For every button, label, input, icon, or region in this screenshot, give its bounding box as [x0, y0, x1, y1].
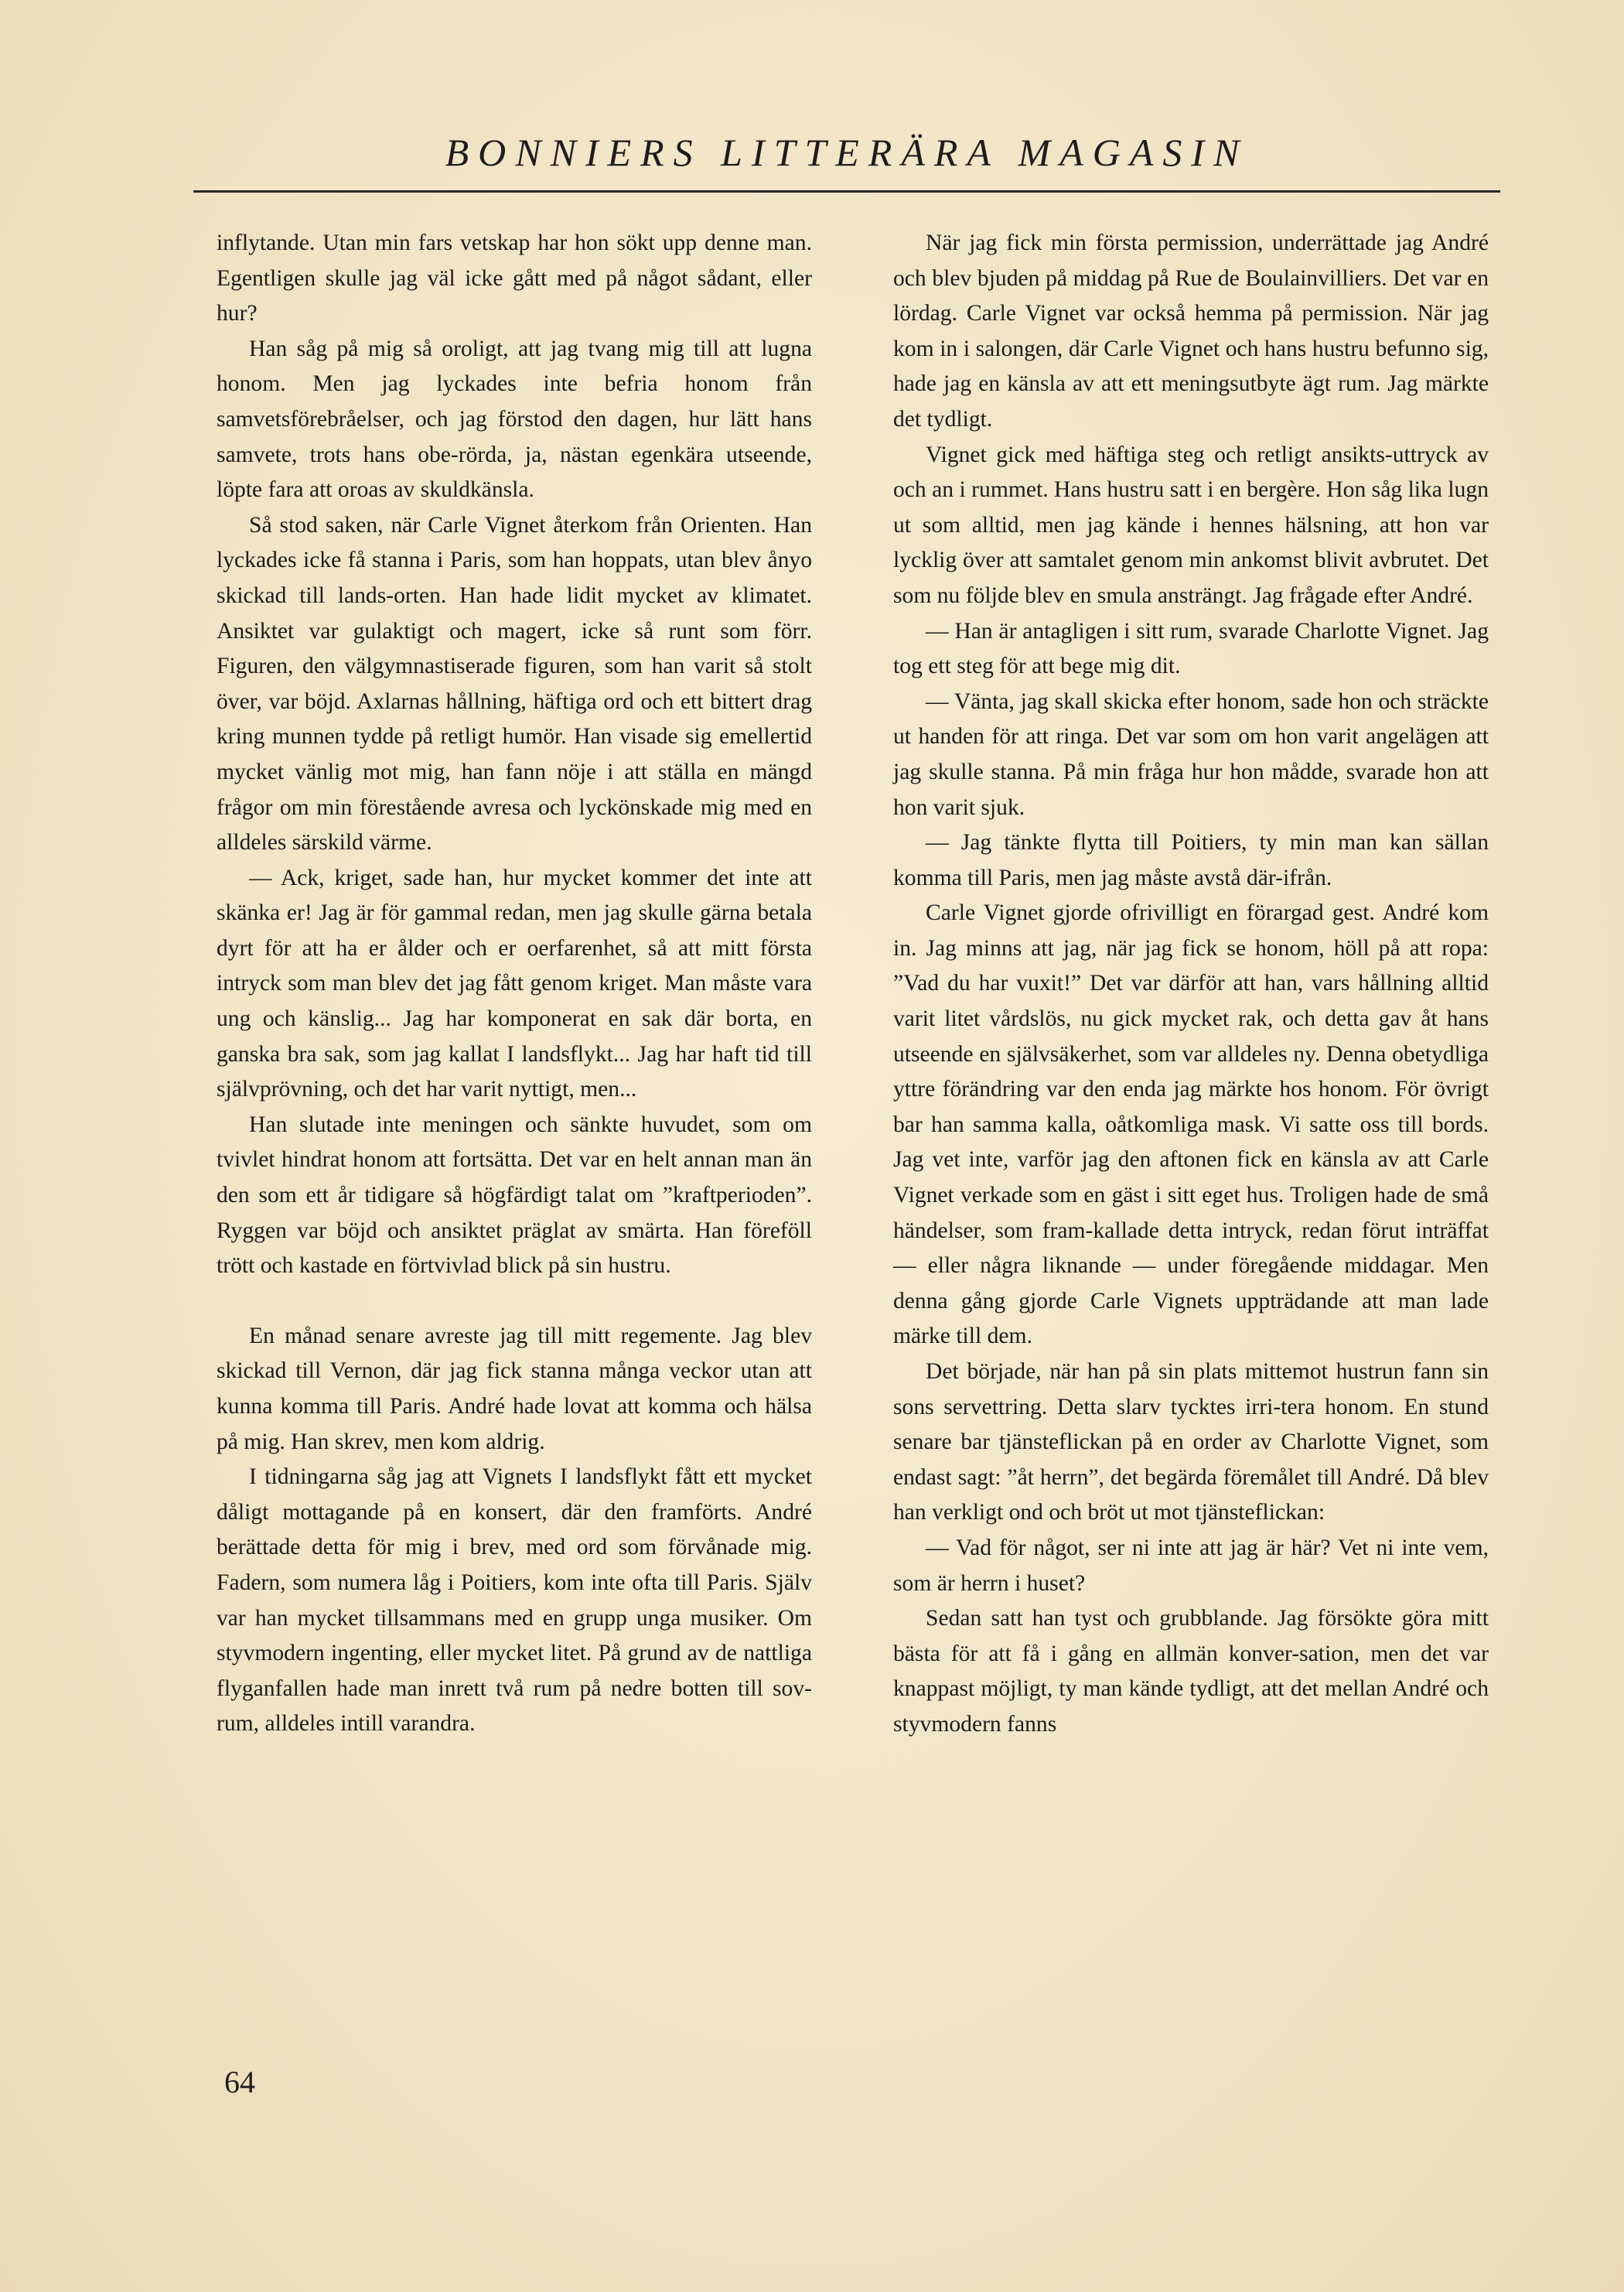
- magazine-title: BONNIERS LITTERÄRA MAGASIN: [445, 131, 1249, 174]
- paragraph: Det började, när han på sin plats mittemot hustrun fann sin sons servettring. Detta slarv tycktes irri-tera honom. En stund senare bar tjänsteflickan på en order av Charlotte Vignet, som endast sagt: ”åt herrn”, det begärda föremålet till André. Då blev han verkligt ond och bröt ut mot tjänsteflickan:: [893, 1359, 1489, 1525]
- paragraph: En månad senare avreste jag till mitt regemente. Jag blev skickad till Vernon, där jag fick stanna många veckor utan att kunna komma till Paris. André hade lovat att komma och hälsa på mig. Han skrev, men kom aldrig.: [217, 1323, 812, 1454]
- paragraph: Så stod saken, när Carle Vignet återkom från Orienten. Han lyckades icke få stanna i Paris, som han hoppats, utan blev ånyo skickad till lands-orten. Han hade lidit mycket av klimatet. Ansiktet var gulaktigt och magert, icke så runt som förr. Figuren, den välgymnastiserade figuren, som han varit så stolt över, var böjd. Axlarnas hållning, häftiga ord och ett bittert drag kring munnen tydde på retligt humör. Han visade sig emellertid mycket vänlig mot mig, han fann nöje i att ställa en mängd frågor om min förestående avresa och lyckönskade mig med en alldeles särskild värme.: [217, 512, 812, 856]
- paragraph: När jag fick min första permission, underrättade jag André och blev bjuden på middag på Rue de Boulainvilliers. Det var en lördag. Carle Vignet var också hemma på permission. När jag kom in i salongen, där Carle Vignet och hans hustru befunno sig, hade jag en känsla av att ett meningsutbyte ägt rum. Jag märkte det tydligt.: [893, 231, 1489, 432]
- paragraph: — Han är antagligen i sitt rum, svarade Charlotte Vignet. Jag tog ett steg för att bege mig dit.: [893, 618, 1489, 679]
- paragraph: Carle Vignet gjorde ofrivilligt en förargad gest. André kom in. Jag minns att jag, när jag fick se honom, höll på att ropa: ”Vad du har vuxit!” Det var därför att han, vars hållning alltid varit litet vårdslös, nu gick mycket rak, och detta gav åt hans utseende en självsäkerhet, som var alldeles ny. Denna obetydliga yttre förändring var den enda jag märkte hos honom. För övrigt bar han samma kalla, oåtkomliga mask. Vi satte oss till bords. Jag vet inte, varför jag den aftonen fick en känsla av att Carle Vignet verkade som en gäst i sitt eget hus. Troligen hade de små händelser, som fram-kallade detta intryck, redan förut inträffat — eller några liknande — under föregående middagar. Men denna gång gjorde Carle Vignets uppträdande att man lade märke till dem.: [893, 900, 1489, 1349]
- header-rule: [193, 190, 1500, 193]
- paragraph: Han såg på mig så oroligt, att jag tvang mig till att lugna honom. Men jag lyckades inte befria honom från samvetsförebråelser, och jag förstod den dagen, hur lätt hans samvete, trots hans obe-rörda, ja, nästan egenkära utseende, löpte fara att oroas av skuldkänsla.: [217, 336, 812, 503]
- paragraph: Vignet gick med häftiga steg och retligt ansikts-uttryck av och an i rummet. Hans hustru satt i en bergère. Hon såg lika lugn ut som alltid, men jag kände i hennes hälsning, att hon var lycklig över att samtalet genom min ankomst blivit avbrutet. Det som nu följde blev en smula ansträngt. Jag frågade efter André.: [893, 442, 1489, 608]
- paragraph: — Ack, kriget, sade han, hur mycket kommer det inte att skänka er! Jag är för gammal redan, men jag skulle gärna betala dyrt för att ha er ålder och er oerfarenhet, så att mitt första intryck som man blev det jag fått genom kriget. Man måste vara ung och känslig... Jag har komponerat en sak där borta, en ganska bra sak, som jag kallat I landsflykt... Jag har haft tid till självprövning, och det har varit nyttigt, men...: [217, 865, 812, 1102]
- paragraph: I tidningarna såg jag att Vignets I landsflykt fått ett mycket dåligt mottagande på en konsert, där den framförts. André berättade detta för mig i brev, med ord som förvånade mig. Fadern, som numera låg i Poitiers, kom inte ofta till Paris. Själv var han mycket tillsammans med en grupp unga musiker. Om styvmodern ingenting, eller mycket litet. På grund av de nattliga flyganfallen hade man inrett två rum på nedre botten till sov-rum, alldeles intill varandra.: [217, 1464, 812, 1737]
- paragraph: Sedan satt han tyst och grubblande. Jag försökte göra mitt bästa för att få i gång en allmän konver-sation, men det var knappast möjligt, ty man kände tydligt, att det mellan André och styvmodern fanns: [893, 1606, 1489, 1737]
- right-column: [893, 226, 1489, 1743]
- paragraph: inflytande. Utan min fars vetskap har hon sökt upp denne man. Egentligen skulle jag väl icke gått med på något sådant, eller hur?: [217, 231, 812, 326]
- page-number: 64: [224, 2065, 255, 2099]
- running-header: [193, 116, 1500, 193]
- paragraph: — Vad för något, ser ni inte att jag är här? Vet ni inte vem, som är herrn i huset?: [893, 1535, 1489, 1596]
- paragraph: Han slutade inte meningen och sänkte huvudet, som om tvivlet hindrat honom att fortsätta. Det var en helt annan man än den som ett år tidigare så högfärdigt talat om ”kraftperioden”. Ryggen var böjd och ansiktet präglat av smärta. Han föreföll trött och kastade en förtvivlad blick på sin hustru.: [217, 1112, 812, 1279]
- left-column: [217, 226, 812, 1742]
- paragraph: — Jag tänkte flytta till Poitiers, ty min man kan sällan komma till Paris, men jag måste avstå där-ifrån.: [893, 830, 1489, 890]
- paragraph: — Vänta, jag skall skicka efter honom, sade hon och sträckte ut handen för att ringa. Det var som om hon varit angelägen att jag skulle stanna. På min fråga hur hon mådde, svarade hon att hon varit sjuk.: [893, 688, 1489, 820]
